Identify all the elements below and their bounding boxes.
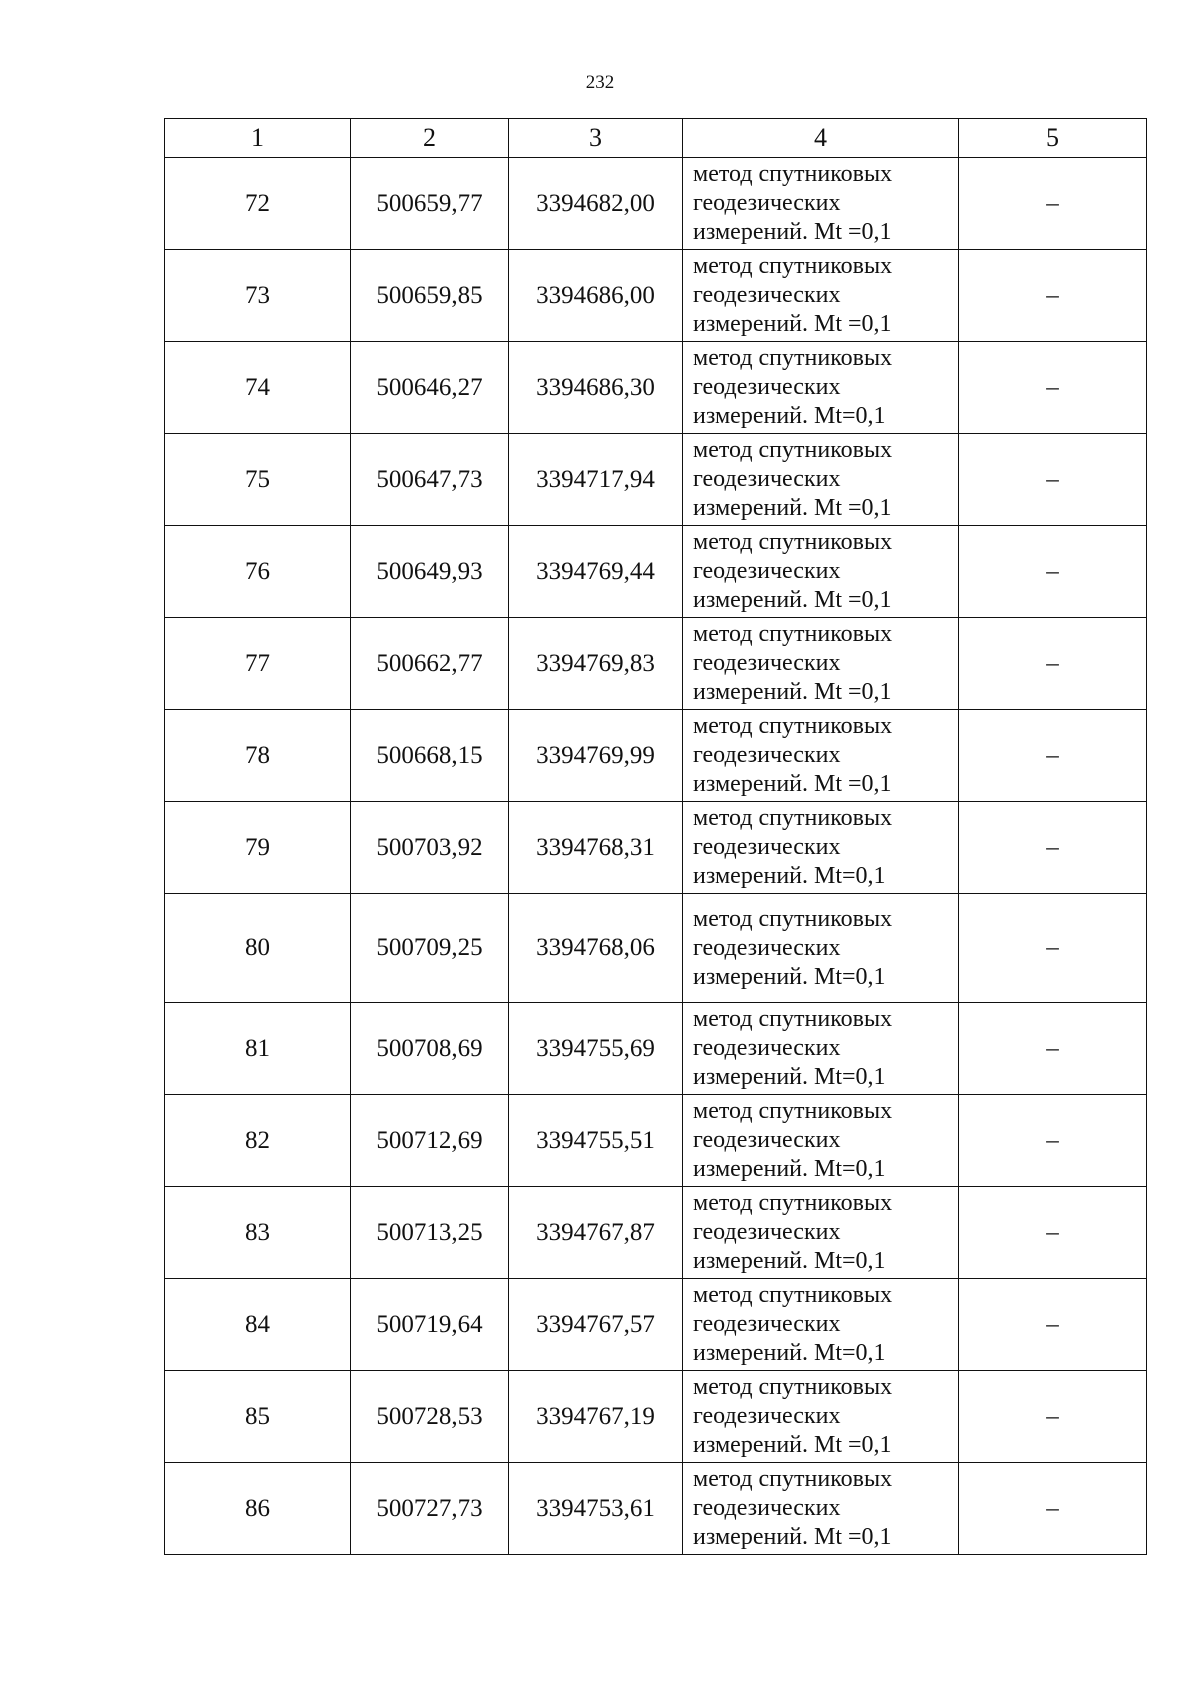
x-coordinate-cell: 500659,85 xyxy=(351,250,509,342)
method-line: геодезических xyxy=(693,190,841,216)
y-coordinate-cell: 3394768,31 xyxy=(509,802,683,894)
method-line: измерений. Mt =0,1 xyxy=(693,219,892,245)
method-line: измерений. Mt=0,1 xyxy=(693,1064,886,1090)
point-number-cell: 86 xyxy=(165,1463,351,1555)
note-cell: – xyxy=(959,1371,1147,1463)
method-cell xyxy=(683,894,959,1003)
table-header-row xyxy=(165,119,1147,158)
method-line: метод спутниковых xyxy=(693,437,893,463)
point-number-cell: 81 xyxy=(165,1003,351,1095)
method-line: измерений. Mt=0,1 xyxy=(693,403,886,429)
method-cell xyxy=(683,618,959,710)
method-cell xyxy=(683,250,959,342)
y-coordinate-cell: 3394755,69 xyxy=(509,1003,683,1095)
page-number: 232 xyxy=(585,72,615,93)
method-line: измерений. Mt =0,1 xyxy=(693,679,892,705)
method-line: метод спутниковых xyxy=(693,1190,893,1216)
note-cell: – xyxy=(959,158,1147,250)
y-coordinate-cell: 3394753,61 xyxy=(509,1463,683,1555)
note-cell: – xyxy=(959,618,1147,710)
x-coordinate-cell: 500712,69 xyxy=(351,1095,509,1187)
y-coordinate-cell: 3394717,94 xyxy=(509,434,683,526)
note-cell: – xyxy=(959,434,1147,526)
column-header: 1 xyxy=(165,119,351,158)
note-cell: – xyxy=(959,526,1147,618)
method-line: геодезических xyxy=(693,1495,841,1521)
method-line: метод спутниковых xyxy=(693,905,893,932)
point-number-cell: 85 xyxy=(165,1371,351,1463)
table-row xyxy=(165,1003,1147,1095)
table-row xyxy=(165,158,1147,250)
method-line: метод спутниковых xyxy=(693,1466,893,1492)
note-cell: – xyxy=(959,1095,1147,1187)
y-coordinate-cell: 3394686,30 xyxy=(509,342,683,434)
method-line: измерений. Mt =0,1 xyxy=(693,495,892,521)
method-line: геодезических xyxy=(693,1403,841,1429)
method-line: измерений. Mt=0,1 xyxy=(693,1248,886,1274)
method-line: метод спутниковых xyxy=(693,1374,893,1400)
y-coordinate-cell: 3394767,57 xyxy=(509,1279,683,1371)
method-cell xyxy=(683,1371,959,1463)
y-coordinate-cell: 3394755,51 xyxy=(509,1095,683,1187)
method-cell xyxy=(683,434,959,526)
y-coordinate-cell: 3394769,44 xyxy=(509,526,683,618)
method-line: измерений. Mt=0,1 xyxy=(693,963,886,990)
method-cell xyxy=(683,1003,959,1095)
point-number-cell: 80 xyxy=(165,894,351,1003)
x-coordinate-cell: 500646,27 xyxy=(351,342,509,434)
y-coordinate-cell: 3394686,00 xyxy=(509,250,683,342)
table-row xyxy=(165,342,1147,434)
method-line: измерений. Mt =0,1 xyxy=(693,587,892,613)
table-row xyxy=(165,618,1147,710)
method-cell xyxy=(683,710,959,802)
coordinates-table xyxy=(164,118,1147,1555)
table-row xyxy=(165,710,1147,802)
method-line: геодезических xyxy=(693,1035,841,1061)
note-cell: – xyxy=(959,802,1147,894)
method-line: геодезических xyxy=(693,1219,841,1245)
method-line: метод спутниковых xyxy=(693,161,893,187)
point-number-cell: 75 xyxy=(165,434,351,526)
method-line: геодезических xyxy=(693,374,841,400)
method-line: геодезических xyxy=(693,282,841,308)
method-line: геодезических xyxy=(693,1311,841,1337)
table-row xyxy=(165,1187,1147,1279)
point-number-cell: 83 xyxy=(165,1187,351,1279)
column-header: 3 xyxy=(509,119,683,158)
method-line: геодезических xyxy=(693,834,841,860)
x-coordinate-cell: 500709,25 xyxy=(351,894,509,1003)
table-row xyxy=(165,894,1147,1003)
method-cell xyxy=(683,802,959,894)
x-coordinate-cell: 500647,73 xyxy=(351,434,509,526)
method-line: метод спутниковых xyxy=(693,1282,893,1308)
table-row xyxy=(165,250,1147,342)
point-number-cell: 77 xyxy=(165,618,351,710)
method-line: геодезических xyxy=(693,742,841,768)
method-line: метод спутниковых xyxy=(693,713,893,739)
method-line: измерений. Mt=0,1 xyxy=(693,1340,886,1366)
x-coordinate-cell: 500719,64 xyxy=(351,1279,509,1371)
method-line: измерений. Mt =0,1 xyxy=(693,1524,892,1550)
y-coordinate-cell: 3394768,06 xyxy=(509,894,683,1003)
method-line: измерений. Mt =0,1 xyxy=(693,311,892,337)
y-coordinate-cell: 3394769,99 xyxy=(509,710,683,802)
method-line: измерений. Mt =0,1 xyxy=(693,771,892,797)
note-cell: – xyxy=(959,894,1147,1003)
method-line: метод спутниковых xyxy=(693,529,893,555)
point-number-cell: 84 xyxy=(165,1279,351,1371)
point-number-cell: 74 xyxy=(165,342,351,434)
method-line: метод спутниковых xyxy=(693,805,893,831)
method-cell xyxy=(683,342,959,434)
method-line: метод спутниковых xyxy=(693,621,893,647)
y-coordinate-cell: 3394682,00 xyxy=(509,158,683,250)
column-header: 4 xyxy=(683,119,959,158)
method-line: измерений. Mt =0,1 xyxy=(693,1432,892,1458)
method-cell xyxy=(683,1463,959,1555)
point-number-cell: 73 xyxy=(165,250,351,342)
x-coordinate-cell: 500649,93 xyxy=(351,526,509,618)
table-row xyxy=(165,434,1147,526)
method-line: метод спутниковых xyxy=(693,1006,893,1032)
table-row xyxy=(165,1463,1147,1555)
point-number-cell: 78 xyxy=(165,710,351,802)
column-header: 2 xyxy=(351,119,509,158)
y-coordinate-cell: 3394767,19 xyxy=(509,1371,683,1463)
method-line: геодезических xyxy=(693,466,841,492)
note-cell: – xyxy=(959,1003,1147,1095)
x-coordinate-cell: 500728,53 xyxy=(351,1371,509,1463)
table-row xyxy=(165,526,1147,618)
y-coordinate-cell: 3394767,87 xyxy=(509,1187,683,1279)
x-coordinate-cell: 500668,15 xyxy=(351,710,509,802)
note-cell: – xyxy=(959,250,1147,342)
method-line: измерений. Mt=0,1 xyxy=(693,1156,886,1182)
table-row xyxy=(165,1279,1147,1371)
y-coordinate-cell: 3394769,83 xyxy=(509,618,683,710)
method-line: измерений. Mt=0,1 xyxy=(693,863,886,889)
x-coordinate-cell: 500727,73 xyxy=(351,1463,509,1555)
table-row xyxy=(165,1095,1147,1187)
point-number-cell: 82 xyxy=(165,1095,351,1187)
method-cell xyxy=(683,158,959,250)
x-coordinate-cell: 500659,77 xyxy=(351,158,509,250)
x-coordinate-cell: 500662,77 xyxy=(351,618,509,710)
x-coordinate-cell: 500703,92 xyxy=(351,802,509,894)
method-line: метод спутниковых xyxy=(693,1098,893,1124)
table-row xyxy=(165,802,1147,894)
point-number-cell: 79 xyxy=(165,802,351,894)
method-cell xyxy=(683,1187,959,1279)
note-cell: – xyxy=(959,1279,1147,1371)
method-line: геодезических xyxy=(693,650,841,676)
point-number-cell: 76 xyxy=(165,526,351,618)
table-row xyxy=(165,1371,1147,1463)
method-cell xyxy=(683,1095,959,1187)
method-cell xyxy=(683,1279,959,1371)
method-line: метод спутниковых xyxy=(693,345,893,371)
table-body xyxy=(165,119,1147,1555)
note-cell: – xyxy=(959,710,1147,802)
method-line: геодезических xyxy=(693,1127,841,1153)
x-coordinate-cell: 500708,69 xyxy=(351,1003,509,1095)
note-cell: – xyxy=(959,342,1147,434)
method-line: метод спутниковых xyxy=(693,253,893,279)
method-cell xyxy=(683,526,959,618)
note-cell: – xyxy=(959,1463,1147,1555)
method-line: геодезических xyxy=(693,934,841,961)
point-number-cell: 72 xyxy=(165,158,351,250)
note-cell: – xyxy=(959,1187,1147,1279)
method-line: геодезических xyxy=(693,558,841,584)
x-coordinate-cell: 500713,25 xyxy=(351,1187,509,1279)
column-header: 5 xyxy=(959,119,1147,158)
